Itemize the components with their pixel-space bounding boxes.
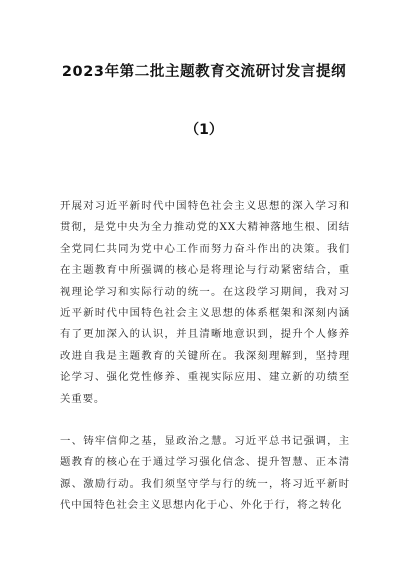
body-paragraph-1: 开展对习近平新时代中国特色社会主义思想的深入学习和贯彻，是党中央为全力推动党的XX大精神落地生根、团结全党同仁共同为党中心工作而努力奋斗作出的决策。我们在主题教育中所强调的核心是将理论与行动紧密结合，重视理论学习和实际行动的统一。在这段学习期间，我对习近平新时代中国特色社会主义思想的体系框架和深刻内涵有了更加深入的认识，并且清晰地意识到，提升个人修养改进自我是主题教育的关键所在。我深刻理解到，坚持理论学习、强化党性修养、重视实际应用、建立新的功绩至关重要。 xyxy=(60,200,350,405)
body-paragraph-2: 一、铸牢信仰之基，显政治之慧。习近平总书记强调，主题教育的核心在于通过学习强化信念、提升智慧、正本清源、激励行动。我们须坚守学与行的统一，将习近平新时代中国特色社会主义思想内化于心、外化于行，将之转化 xyxy=(60,435,350,512)
document-subtitle: （1） xyxy=(185,122,223,138)
document-title: 2023年第二批主题教育交流研讨发言提纲 xyxy=(61,64,347,80)
